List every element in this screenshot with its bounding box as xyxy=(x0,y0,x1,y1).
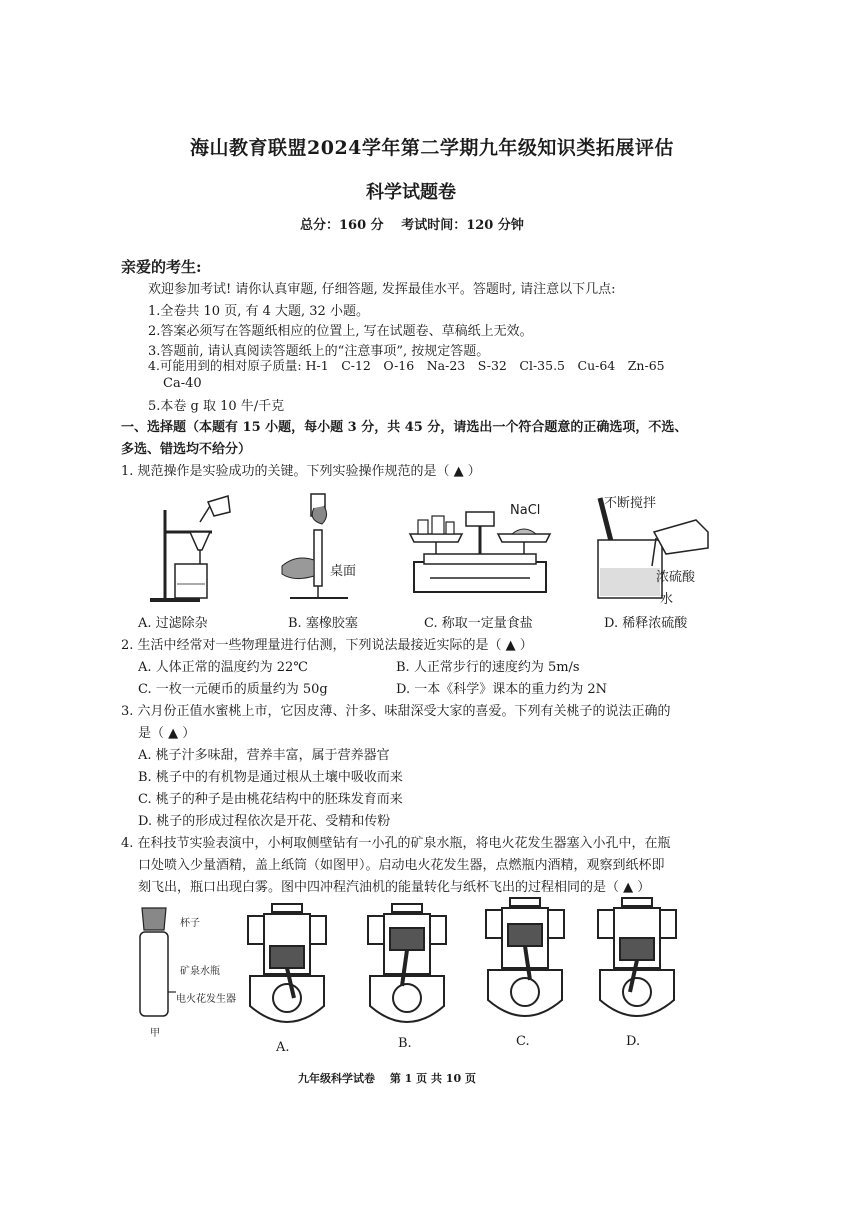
cup-label: 杯子 xyxy=(180,918,200,929)
engine-stroke-d xyxy=(592,894,682,1028)
exam-title: 海山教育联盟2024学年第二学期九年级知识类拓展评估 xyxy=(190,137,674,159)
section-heading: 多选、错选均不给分） xyxy=(121,442,252,457)
question-stem: 4. 在科技节实验表演中，小柯取侧壁钻有一小孔的矿泉水瓶，将电火花发生器塞入小孔中，在瓶 xyxy=(121,836,671,851)
option-text: D. 一本《科学》课本的重力约为 2N xyxy=(396,682,608,697)
option-text: A. 桃子汁多味甜，营养丰富，属于营养器官 xyxy=(138,748,390,763)
option-text: C. 桃子的种子是由桃花结构中的胚珠发育而来 xyxy=(138,792,403,807)
question-stem: 口处喷入少量酒精，盖上纸筒（如图甲）。启动电火花发生器，点燃瓶内酒精，观察到纸杯即 xyxy=(138,858,665,873)
notice-item: 5.本卷 g 取 10 牛/千克 xyxy=(148,399,285,414)
option-label: B. xyxy=(398,1036,412,1051)
notice-item: Ca-40 xyxy=(163,376,202,391)
option-text: B. 人正常步行的速度约为 5m/s xyxy=(396,660,580,675)
bottle-figure xyxy=(132,904,182,1024)
notice-item: 2.答案必须写在答题纸相应的位置上, 写在试题卷、草稿纸上无效。 xyxy=(148,324,533,339)
page-footer: 九年级科学试卷 第 1 页 共 10 页 xyxy=(298,1072,476,1085)
engine-stroke-b xyxy=(362,900,452,1034)
question-stem: 是（ ▲ ） xyxy=(138,726,196,741)
option-label: A. 过滤除杂 xyxy=(138,616,208,631)
option-text: C. 一枚一元硬币的质量约为 50g xyxy=(138,682,328,697)
question-stem: 1. 规范操作是实验成功的关键。下列实验操作规范的是（ ▲ ） xyxy=(121,464,481,479)
filtration-figure xyxy=(130,492,245,604)
engine-stroke-c xyxy=(480,894,570,1028)
water-label: 水 xyxy=(660,592,674,607)
question-stem: 2. 生活中经常对一些物理量进行估测，下列说法最接近实际的是（ ▲ ） xyxy=(121,638,533,653)
notice-intro: 欢迎参加考试! 请你认真审题, 仔细答题, 发挥最佳水平。答题时, 请注意以下几点: xyxy=(148,282,616,297)
stir-label: 不断搅拌 xyxy=(604,496,657,511)
option-label: B. 塞橡胶塞 xyxy=(288,616,358,631)
option-label: C. xyxy=(516,1034,530,1049)
exam-subtitle: 科学试题卷 xyxy=(366,182,456,203)
option-label: C. 称取一定量食盐 xyxy=(424,616,533,631)
option-label: D. xyxy=(626,1034,641,1049)
option-text: B. 桃子中的有机物是通过根从土壤中吸收而来 xyxy=(138,770,403,785)
figure-jia-label: 甲 xyxy=(150,1028,160,1039)
greeting: 亲爱的考生: xyxy=(121,258,202,276)
acid-label: 浓硫酸 xyxy=(656,570,696,585)
exam-meta: 总分：160 分 考试时间：120 分钟 xyxy=(300,218,524,233)
igniter-label: 电火花发生器 xyxy=(176,994,236,1005)
section-heading: 一、选择题（本题有 15 小题，每小题 3 分，共 45 分，请选出一个符合题意的正确选项，不选、 xyxy=(121,420,688,435)
question-stem: 3. 六月份正值水蜜桃上市，它因皮薄、汁多、味甜深受大家的喜爱。下列有关桃子的说法正确的 xyxy=(121,704,671,719)
stopper-figure xyxy=(278,486,358,606)
engine-stroke-a xyxy=(242,900,332,1034)
notice-item: 1.全卷共 10 页, 有 4 大题, 32 小题。 xyxy=(148,304,369,319)
notice-item: 3.答题前, 请认真阅读答题纸上的“注意事项”, 按规定答题。 xyxy=(148,344,490,359)
option-text: A. 人体正常的温度约为 22℃ xyxy=(138,660,308,675)
question-stem: 刻飞出，瓶口出现白雾。图中四冲程汽油机的能量转化与纸杯飞出的过程相同的是（ ▲ ） xyxy=(138,880,651,895)
option-label: D. 稀释浓硫酸 xyxy=(604,616,688,631)
notice-item: 4.可能用到的相对原子质量: H-1 C-12 O-16 Na-23 S-32 Cl-35.5 Cu-64 Zn-65 xyxy=(148,358,665,373)
desk-label: 桌面 xyxy=(330,564,357,579)
nacl-label: NaCl xyxy=(510,503,541,518)
option-label: A. xyxy=(276,1040,290,1055)
bottle-label: 矿泉水瓶 xyxy=(180,966,220,977)
option-text: D. 桃子的形成过程依次是开花、受精和传粉 xyxy=(138,814,391,829)
